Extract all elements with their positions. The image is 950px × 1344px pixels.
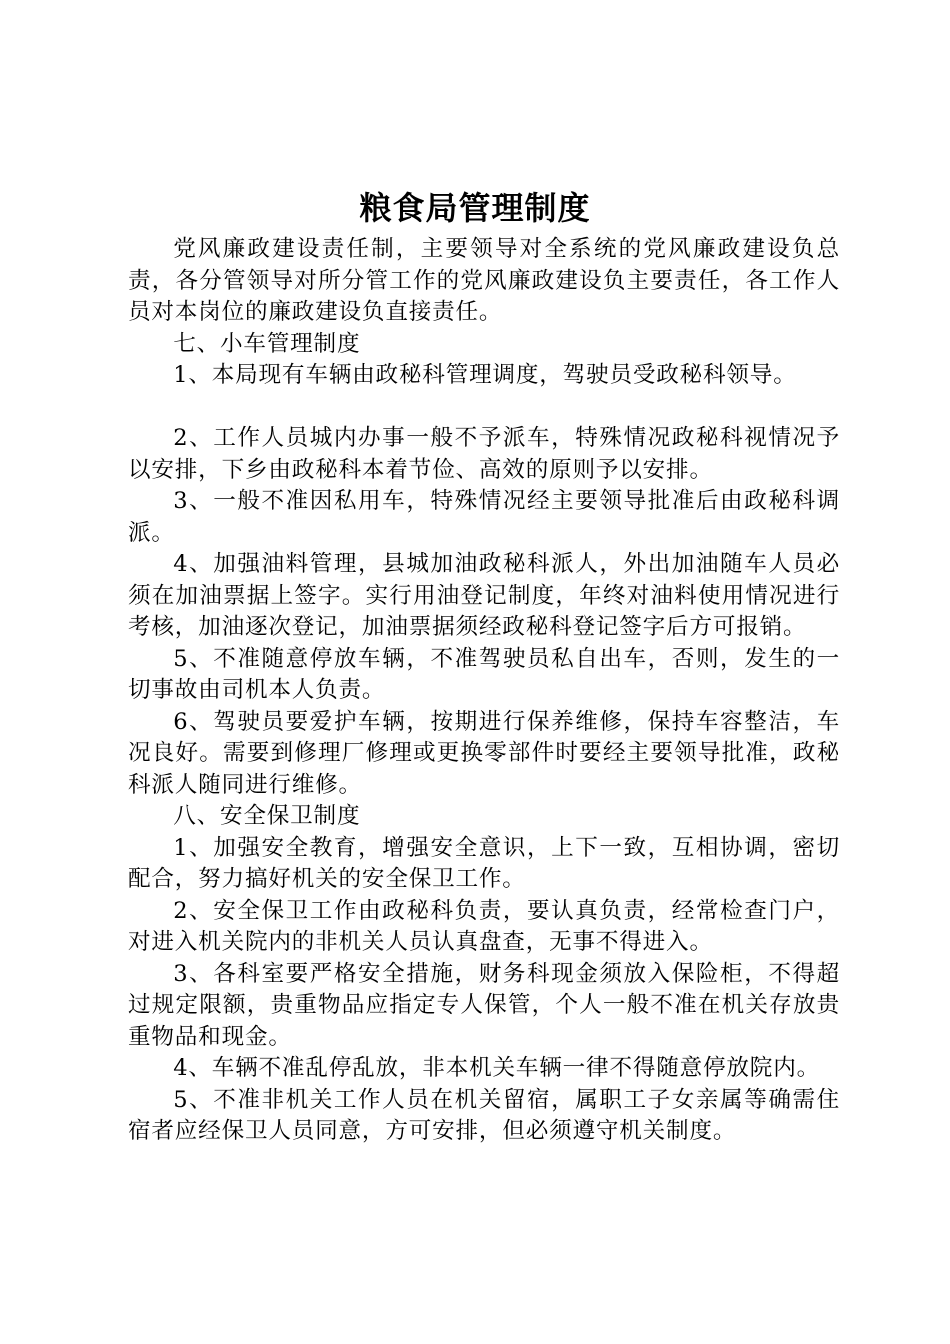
security-rule-1: 1、加强安全教育，增强安全意识，上下一致，互相协调，密切配合，努力搞好机关的安全保卫工作。 bbox=[128, 834, 840, 892]
vehicle-rule-4: 4、加强油料管理，县城加油政秘科派人，外出加油随车人员必须在加油票据上签字。实行用油登记制度，年终对油料使用情况进行考核，加油逐次登记，加油票据须经政秘科登记签字后方可报销。 bbox=[128, 551, 840, 640]
vehicle-rule-5: 5、不准随意停放车辆，不准驾驶员私自出车，否则，发生的一切事故由司机本人负责。 bbox=[128, 645, 840, 703]
section-heading-security: 八、安全保卫制度 bbox=[173, 803, 361, 829]
paragraph-responsibility: 党风廉政建设责任制，主要领导对全系统的党风廉政建设负总责，各分管领导对所分管工作的党风廉政建设负主要责任，各工作人员对本岗位的廉政建设负直接责任。 bbox=[128, 236, 840, 325]
security-rule-5: 5、不准非机关工作人员在机关留宿，属职工子女亲属等确需住宿者应经保卫人员同意，方可安排，但必须遵守机关制度。 bbox=[128, 1086, 840, 1144]
security-rule-3: 3、各科室要严格安全措施，财务科现金须放入保险柜，不得超过规定限额，贵重物品应指定专人保管，个人一般不准在机关存放贵重物品和现金。 bbox=[128, 960, 840, 1050]
document-title: 粮食局管理制度 bbox=[359, 189, 591, 227]
vehicle-rule-2: 2、工作人员城内办事一般不予派车，特殊情况政秘科视情况予以安排，下乡由政秘科本着节俭、高效的原则予以安排。 bbox=[128, 425, 840, 483]
vehicle-rule-3: 3、一般不准因私用车，特殊情况经主要领导批准后由政秘科调派。 bbox=[128, 488, 840, 546]
vehicle-rule-1: 1、本局现有车辆由政秘科管理调度，驾驶员受政秘科领导。 bbox=[173, 362, 797, 388]
vehicle-rule-6: 6、驾驶员要爱护车辆，按期进行保养维修，保持车容整洁，车况良好。需要到修理厂修理或更换零部件时要经主要领导批准，政秘科派人随同进行维修。 bbox=[128, 708, 840, 798]
document-body bbox=[128, 234, 840, 1148]
security-rule-2: 2、安全保卫工作由政秘科负责，要认真负责，经常检查门户，对进入机关院内的非机关人员认真盘查，无事不得进入。 bbox=[128, 897, 840, 955]
security-rule-4: 4、车辆不准乱停乱放，非本机关车辆一律不得随意停放院内。 bbox=[173, 1055, 820, 1081]
section-heading-vehicle: 七、小车管理制度 bbox=[173, 330, 361, 357]
